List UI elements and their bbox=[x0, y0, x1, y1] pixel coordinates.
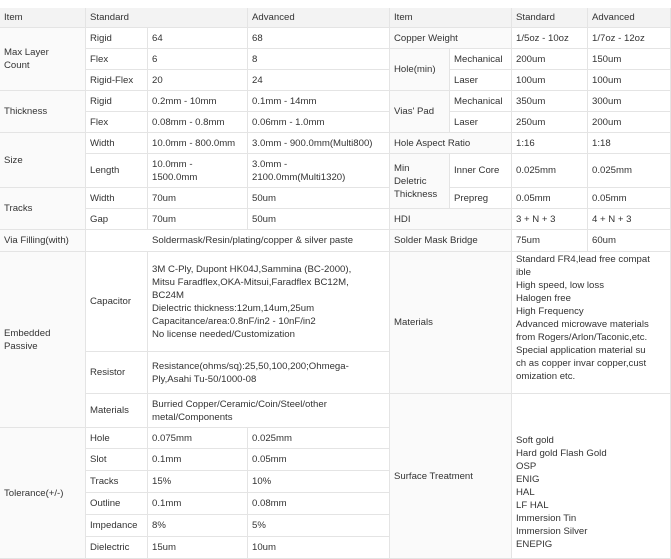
vias-mech-sub: Mechanical bbox=[450, 91, 512, 112]
solder-mask-bridge-std: 75um bbox=[512, 230, 588, 252]
header-item-right: Item bbox=[390, 8, 512, 28]
max-layer-count-label: Max Layer Count bbox=[0, 28, 86, 91]
size-width-adv: 3.0mm - 900.0mm(Multi800) bbox=[248, 133, 390, 154]
inner-core-adv: 0.025mm bbox=[588, 154, 671, 188]
embedded-passive-label: Embedded Passive bbox=[0, 252, 86, 428]
tol-dielectric-adv: 10um bbox=[248, 537, 390, 559]
tracks-width-sub: Width bbox=[86, 188, 148, 209]
copper-weight-std: 1/5oz - 10oz bbox=[512, 28, 588, 49]
tracks-width-std: 70um bbox=[148, 188, 248, 209]
thickness-rigid-std: 0.2mm - 10mm bbox=[148, 91, 248, 112]
header-advanced-right: Advanced bbox=[588, 8, 671, 28]
thickness-label: Thickness bbox=[0, 91, 86, 133]
thickness-rigid-adv: 0.1mm - 14mm bbox=[248, 91, 390, 112]
tracks-width-adv: 50um bbox=[248, 188, 390, 209]
layer-rigidflex-adv: 24 bbox=[248, 70, 390, 91]
vias-mech-adv: 300um bbox=[588, 91, 671, 112]
thickness-flex-adv: 0.06mm - 1.0mm bbox=[248, 112, 390, 133]
tol-hole-adv: 0.025mm bbox=[248, 428, 390, 449]
layer-flex-std: 6 bbox=[148, 49, 248, 70]
resistor-value: Resistance(ohms/sq):25,50,100,200;Ohmega- Ply,Asahi Tu-50/1000-08 bbox=[148, 352, 390, 394]
inner-core-std: 0.025mm bbox=[512, 154, 588, 188]
tol-slot-std: 0.1mm bbox=[148, 449, 248, 471]
vias-laser-adv: 200um bbox=[588, 112, 671, 133]
layer-rigid-adv: 68 bbox=[248, 28, 390, 49]
tol-hole-std: 0.075mm bbox=[148, 428, 248, 449]
header-standard-right: Standard bbox=[512, 8, 588, 28]
tracks-gap-std: 70um bbox=[148, 209, 248, 230]
vias-mech-std: 350um bbox=[512, 91, 588, 112]
tol-outline-std: 0.1mm bbox=[148, 493, 248, 515]
tracks-gap-adv: 50um bbox=[248, 209, 390, 230]
hole-mech-sub: Mechanical bbox=[450, 49, 512, 70]
tol-outline-sub: Outline bbox=[86, 493, 148, 515]
materials-right-value: Standard FR4,lead free compat ible High speed, low loss Halogen free High Frequency Advanced microwave materials from Rogers/Arlon/Taconic,etc. Special application material su ch as copper invar copper,cust omization etc. bbox=[512, 252, 671, 394]
surface-treatment-label: Surface Treatment bbox=[390, 394, 512, 559]
layer-rigid-std: 64 bbox=[148, 28, 248, 49]
via-filling-label: Via Filling(with) bbox=[0, 230, 86, 252]
hole-laser-std: 100um bbox=[512, 70, 588, 91]
tol-impedance-sub: Impedance bbox=[86, 515, 148, 537]
solder-mask-bridge-label: Solder Mask Bridge bbox=[390, 230, 512, 252]
layer-flex-sub: Flex bbox=[86, 49, 148, 70]
vias-laser-std: 250um bbox=[512, 112, 588, 133]
capacitor-value: 3M C-Ply, Dupont HK04J,Sammina (BC-2000), Mitsu Faradflex,OKA-Mitsui,Faradflex BC12M, BC24M Dielectric thickness:12um,14um,25um Capacitance/area:0.8nF/in2 - 10nF/in2 No license needed/Customization bbox=[148, 252, 390, 352]
hole-laser-sub: Laser bbox=[450, 70, 512, 91]
size-length-sub: Length bbox=[86, 154, 148, 188]
hole-aspect-ratio-std: 1:16 bbox=[512, 133, 588, 154]
hdi-label: HDI bbox=[390, 209, 512, 230]
tracks-gap-sub: Gap bbox=[86, 209, 148, 230]
prepreg-std: 0.05mm bbox=[512, 188, 588, 209]
thickness-rigid-sub: Rigid bbox=[86, 91, 148, 112]
vias-pad-label: Vias' Pad bbox=[390, 91, 450, 133]
resistor-sub: Resistor bbox=[86, 352, 148, 394]
hdi-std: 3 + N + 3 bbox=[512, 209, 588, 230]
size-width-std: 10.0mm - 800.0mm bbox=[148, 133, 248, 154]
size-width-sub: Width bbox=[86, 133, 148, 154]
layer-flex-adv: 8 bbox=[248, 49, 390, 70]
hole-aspect-ratio-adv: 1:18 bbox=[588, 133, 671, 154]
size-length-std: 10.0mm - 1500.0mm bbox=[148, 154, 248, 188]
prepreg-sub: Prepreg bbox=[450, 188, 512, 209]
layer-rigid-sub: Rigid bbox=[86, 28, 148, 49]
prepreg-adv: 0.05mm bbox=[588, 188, 671, 209]
materials-sub: Materials bbox=[86, 394, 148, 428]
tol-tracks-adv: 10% bbox=[248, 471, 390, 493]
tol-dielectric-std: 15um bbox=[148, 537, 248, 559]
header-advanced: Advanced bbox=[248, 8, 390, 28]
tracks-label: Tracks bbox=[0, 188, 86, 230]
hole-mech-std: 200um bbox=[512, 49, 588, 70]
tolerance-label: Tolerance(+/-) bbox=[0, 428, 86, 559]
solder-mask-bridge-adv: 60um bbox=[588, 230, 671, 252]
vias-laser-sub: Laser bbox=[450, 112, 512, 133]
inner-core-sub: Inner Core bbox=[450, 154, 512, 188]
materials-value: Burried Copper/Ceramic/Coin/Steel/other metal/Components bbox=[148, 394, 390, 428]
copper-weight-adv: 1/7oz - 12oz bbox=[588, 28, 671, 49]
capacitor-sub: Capacitor bbox=[86, 252, 148, 352]
size-label: Size bbox=[0, 133, 86, 188]
via-filling-value: Soldermask/Resin/plating/copper & silver paste bbox=[86, 230, 390, 252]
layer-rigidflex-std: 20 bbox=[148, 70, 248, 91]
hole-aspect-ratio-label: Hole Aspect Ratio bbox=[390, 133, 512, 154]
size-length-adv: 3.0mm - 2100.0mm(Multi1320) bbox=[248, 154, 390, 188]
header-item: Item bbox=[0, 8, 86, 28]
tol-slot-adv: 0.05mm bbox=[248, 449, 390, 471]
thickness-flex-sub: Flex bbox=[86, 112, 148, 133]
min-dielectric-label: Min Deletric Thickness bbox=[390, 154, 450, 209]
tol-slot-sub: Slot bbox=[86, 449, 148, 471]
tol-tracks-std: 15% bbox=[148, 471, 248, 493]
tol-dielectric-sub: Dielectric bbox=[86, 537, 148, 559]
tol-tracks-sub: Tracks bbox=[86, 471, 148, 493]
hole-mech-adv: 150um bbox=[588, 49, 671, 70]
copper-weight-label: Copper Weight bbox=[390, 28, 512, 49]
materials-right-label: Materials bbox=[390, 252, 512, 394]
tol-impedance-adv: 5% bbox=[248, 515, 390, 537]
layer-rigidflex-sub: Rigid-Flex bbox=[86, 70, 148, 91]
tol-outline-adv: 0.08mm bbox=[248, 493, 390, 515]
hdi-adv: 4 + N + 3 bbox=[588, 209, 671, 230]
tol-hole-sub: Hole bbox=[86, 428, 148, 449]
thickness-flex-std: 0.08mm - 0.8mm bbox=[148, 112, 248, 133]
tol-impedance-std: 8% bbox=[148, 515, 248, 537]
hole-min-label: Hole(min) bbox=[390, 49, 450, 91]
hole-laser-adv: 100um bbox=[588, 70, 671, 91]
header-standard: Standard bbox=[86, 8, 248, 28]
surface-treatment-value: Soft gold Hard gold Flash Gold OSP ENIG HAL LF HAL Immersion Tin Immersion Silver ENEPIG bbox=[512, 394, 671, 559]
